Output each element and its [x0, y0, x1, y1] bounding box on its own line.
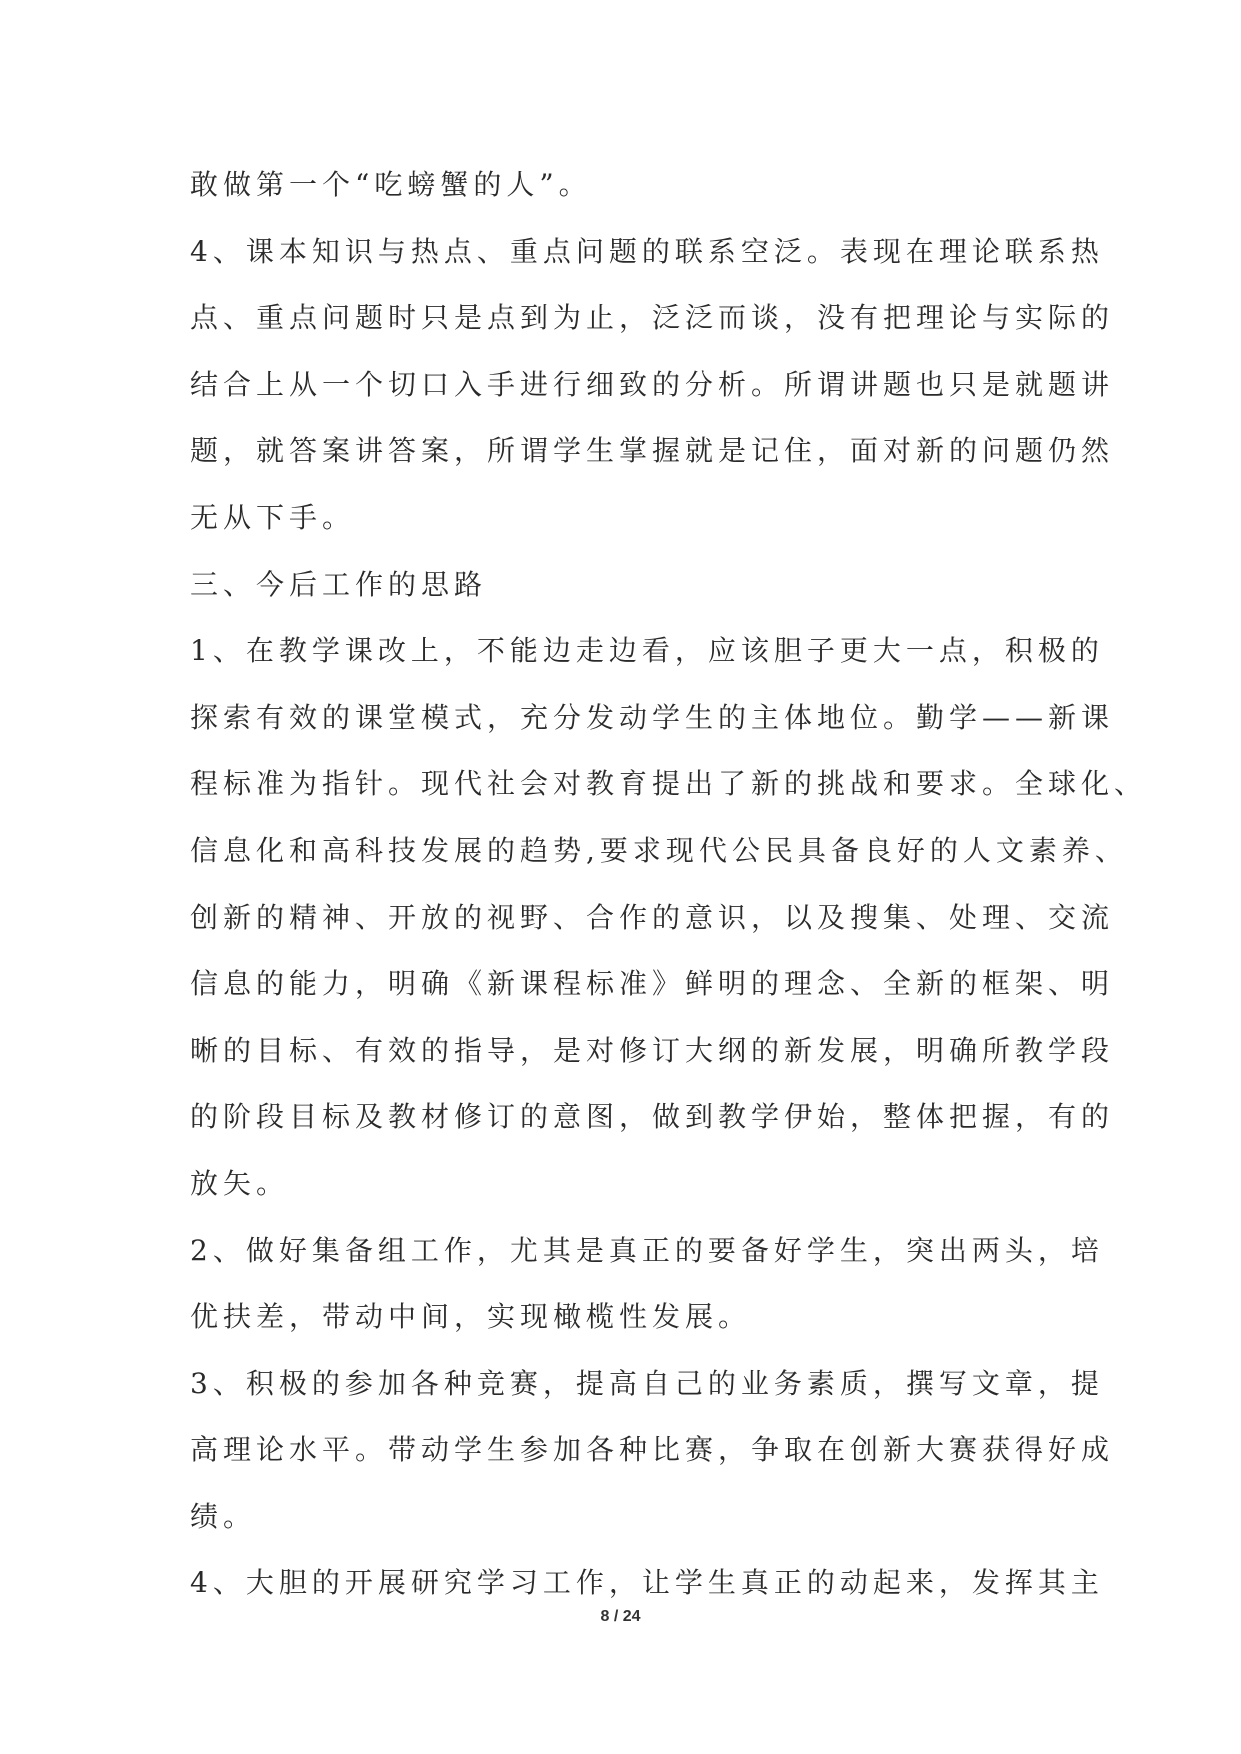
section-heading: 三、今后工作的思路: [190, 567, 488, 601]
text-line: 高理论水平。带动学生参加各种比赛，争取在创新大赛获得好成: [190, 1433, 1115, 1467]
text-line: 信息化和高科技发展的趋势,要求现代公民具备良好的人文素养、: [190, 833, 1128, 867]
text-line: 敢做第一个“吃螃蟹的人”。: [190, 168, 592, 201]
text-line: 的阶段目标及教材修订的意图，做到教学伊始，整体把握，有的: [190, 1100, 1115, 1134]
text-line: 无从下手。: [190, 500, 356, 534]
document-body: [190, 152, 1148, 1617]
text-line: 2、做好集备组工作，尤其是真正的要备好学生，突出两头，培: [190, 1233, 1104, 1267]
text-line: 4、大胆的开展研究学习工作，让学生真正的动起来，发挥其主: [190, 1566, 1104, 1600]
text-line: 1、在教学课改上，不能边走边看，应该胆子更大一点，积极的: [190, 634, 1104, 668]
text-line: 信息的能力，明确《新课程标准》鲜明的理念、全新的框架、明: [190, 967, 1115, 1001]
text-line: 题，就答案讲答案，所谓学生掌握就是记住，面对新的问题仍然: [190, 434, 1115, 468]
text-line: 3、积极的参加各种竞赛，提高自己的业务素质，撰写文章，提: [190, 1366, 1104, 1400]
text-line: 探索有效的课堂模式，充分发动学生的主体地位。勤学——新课: [190, 700, 1115, 734]
text-line: 绩。: [190, 1499, 257, 1533]
text-line: 创新的精神、开放的视野、合作的意识，以及搜集、处理、交流: [190, 900, 1115, 934]
text-line: 4、课本知识与热点、重点问题的联系空泛。表现在理论联系热: [190, 234, 1104, 268]
text-line: 优扶差，带动中间，实现橄榄性发展。: [190, 1300, 752, 1334]
text-line: 放矢。: [190, 1166, 290, 1200]
text-line: 点、重点问题时只是点到为止，泛泛而谈，没有把理论与实际的: [190, 301, 1115, 335]
page-number: 8 / 24: [600, 1608, 641, 1625]
text-line: 结合上从一个切口入手进行细致的分析。所谓讲题也只是就题讲: [190, 367, 1115, 401]
text-line: 程标准为指针。现代社会对教育提出了新的挑战和要求。全球化、: [190, 767, 1148, 801]
text-line: 晰的目标、有效的指导，是对修订大纲的新发展，明确所教学段: [190, 1033, 1115, 1067]
